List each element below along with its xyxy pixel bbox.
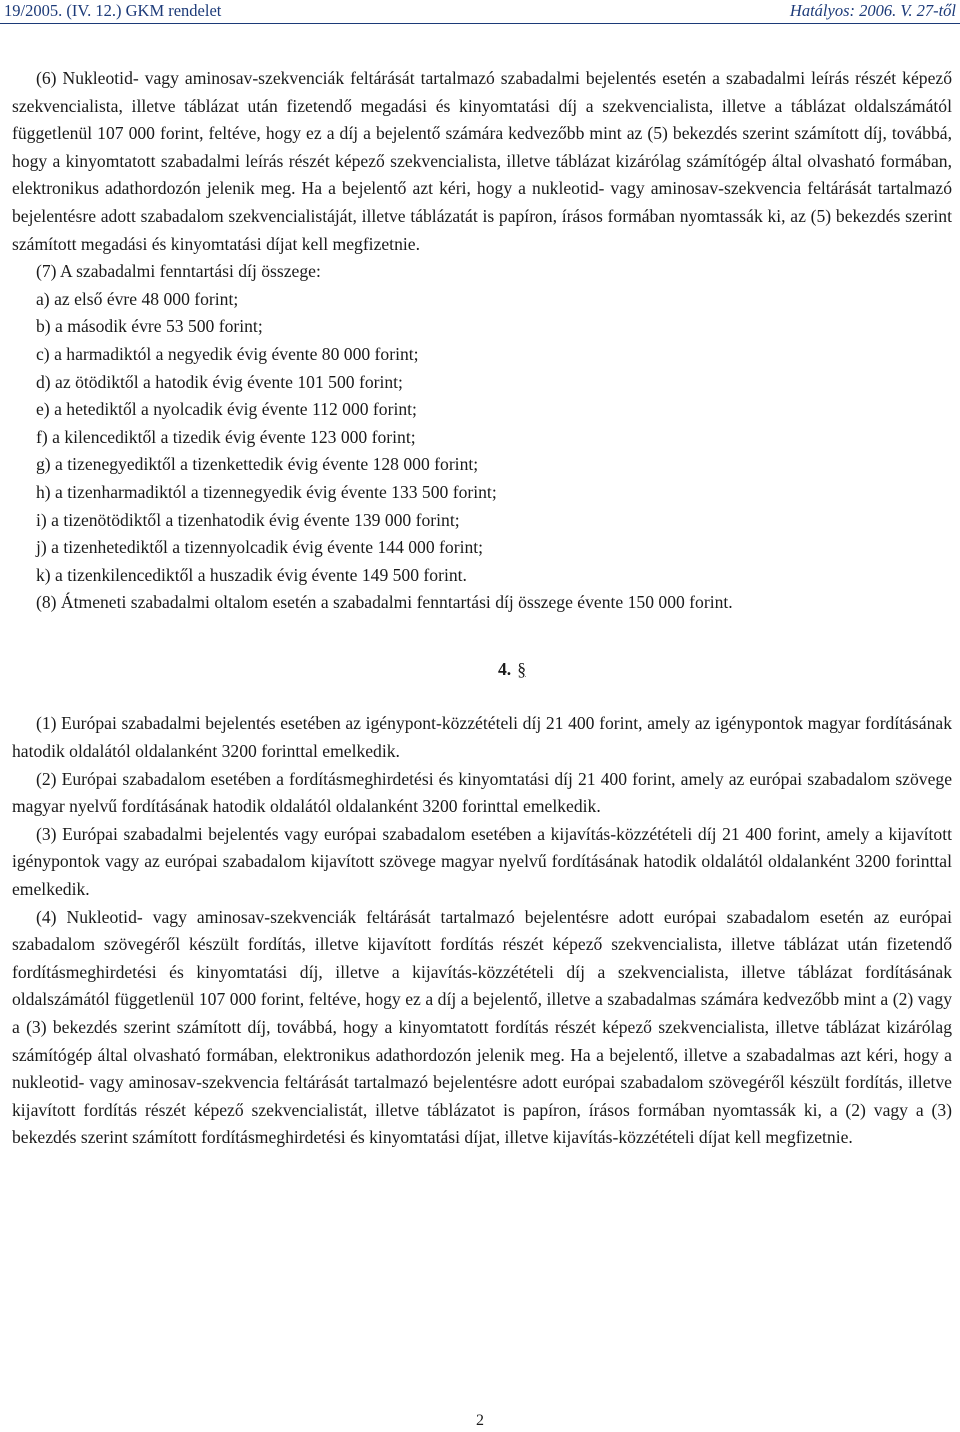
- page-number: 2: [476, 1412, 484, 1429]
- list-item: a) az első évre 48 000 forint;: [36, 288, 239, 309]
- page-header: [0, 0, 960, 30]
- effective-date: Hatályos: 2006. V. 27-től: [789, 1, 956, 20]
- section4-paragraph-4: (4) Nukleotid- vagy aminosav-szekvenciák feltárását tartalmazó bejelentésre adott európai szabadalom esetén az európai szabadalom szövegéről készült fordítás, illetve kijavított fordítás részét képező szekvencialista, illetve táblázat után fizetendő fordításmeghirdetési és kinyomtatási díj, illetve a kijavítás-közzétételi díj a szekvencialista, illetve táblázat fordításának oldalszámától függetlenül 107 000 forint, feltéve, hogy ez a díj a bejelentő, illetve a szabadalmas számára kedvezőbb mint a (2) vagy a (3) bekezdés szerint számított díj, továbbá, hogy a kinyomtatott fordítás részét képező szekvencialista, illetve táblázat kizárólag számítógép által olvasható formában, elektronikus adathordozón jelenik meg. Ha a bejelentő, illetve a szabadalmas azt kéri, hogy a nukleotid- vagy aminosav-szekvencia feltárását tartalmazó bejelentésre adott európai szabadalom szövegéről készült fordítás, illetve kijavított fordítás részét képező szekvencialistát, illetve táblázatot is papíron, írásos formában nyomtassák ki, a (2) vagy a (3) bekezdés szerint számított fordításmeghirdetési és kinyomtatási díjat, illetve kijavítás-közzétételi díjat kell megfizetnie.: [12, 906, 952, 1148]
- section-link[interactable]: §: [517, 658, 526, 679]
- document-body: [12, 65, 952, 1152]
- paragraph-7: (7) A szabadalmi fenntartási díj összege:: [36, 261, 321, 282]
- list-item: i) a tizenötödiktől a tizenhatodik évig évente 139 000 forint;: [36, 509, 460, 530]
- section4-paragraph-2: (2) Európai szabadalom esetében a fordításmeghirdetési és kinyomtatási díj 21 400 forint, amely az európai szabadalom szövege magyar nyelvű fordításának hatodik oldalától oldalanként 3200 forinttal emelkedik.: [12, 768, 952, 817]
- paragraph-6: (6) Nukleotid- vagy aminosav-szekvenciák feltárását tartalmazó szabadalmi bejelentés esetén a szabadalmi leírás részét képező szekvencialista, illetve táblázat után fizetendő megadási és kinyomtatási díj a szekvencialista, illetve a táblázat oldalszámától függetlenül 107 000 forint, feltéve, hogy ez a díj a bejelentő számára kedvezőbb mint az (5) bekezdés szerint számított díj, továbbá, hogy a kinyomtatott szabadalmi leírás részét képező szekvencialista, illetve táblázat kizárólag számítógép által olvasható formában, elektronikus adathordozón jelenik meg. Ha a bejelentő azt kéri, hogy a nukleotid- vagy aminosav-szekvencia feltárását tartalmazó bejelentésre adott szabadalom szekvencialistáját, illetve táblázatát is papíron, írásos formában nyomtassák ki, az (5) bekezdés szerint számított megadási és kinyomtatási díjat kell megfizetnie.: [12, 68, 952, 254]
- section4-paragraph-1: (1) Európai szabadalmi bejelentés esetében az igénypont-közzétételi díj 21 400 forint, amely az igénypontok magyar fordításának hatodik oldalától oldalanként 3200 forinttal emelkedik.: [12, 713, 952, 762]
- list-item: b) a második évre 53 500 forint;: [36, 316, 263, 337]
- list-item: f) a kilencediktől a tizedik évig évente 123 000 forint;: [36, 426, 416, 447]
- regulation-title: 19/2005. (IV. 12.) GKM rendelet: [4, 1, 222, 20]
- list-item: j) a tizenhetediktől a tizennyolcadik évig évente 144 000 forint;: [36, 537, 484, 558]
- list-item: h) a tizenharmadiktól a tizennegyedik évig évente 133 500 forint;: [36, 481, 497, 502]
- section4-paragraph-3: (3) Európai szabadalmi bejelentés vagy európai szabadalom esetében a kijavítás-közzétételi díj 21 400 forint, amely a kijavított igénypontok vagy az európai szabadalom kijavított szövege magyar nyelvű fordításának hatodik oldalától oldalanként 3200 forinttal emelkedik.: [12, 823, 952, 900]
- list-item: g) a tizenegyediktől a tizenkettedik évig évente 128 000 forint;: [36, 454, 479, 475]
- header-divider: [0, 23, 960, 24]
- list-item: e) a hetediktől a nyolcadik évig évente 112 000 forint;: [36, 399, 417, 420]
- section-heading: [12, 656, 952, 684]
- paragraph-8: (8) Átmeneti szabadalmi oltalom esetén a szabadalmi fenntartási díj összege évente 150 000 forint.: [36, 592, 733, 613]
- list-item: d) az ötödiktől a hatodik évig évente 101 500 forint;: [36, 371, 403, 392]
- section-number: 4.: [498, 658, 512, 679]
- list-item: c) a harmadiktól a negyedik évig évente 80 000 forint;: [36, 343, 419, 364]
- list-item: k) a tizenkilencediktől a huszadik évig évente 149 500 forint.: [36, 564, 467, 585]
